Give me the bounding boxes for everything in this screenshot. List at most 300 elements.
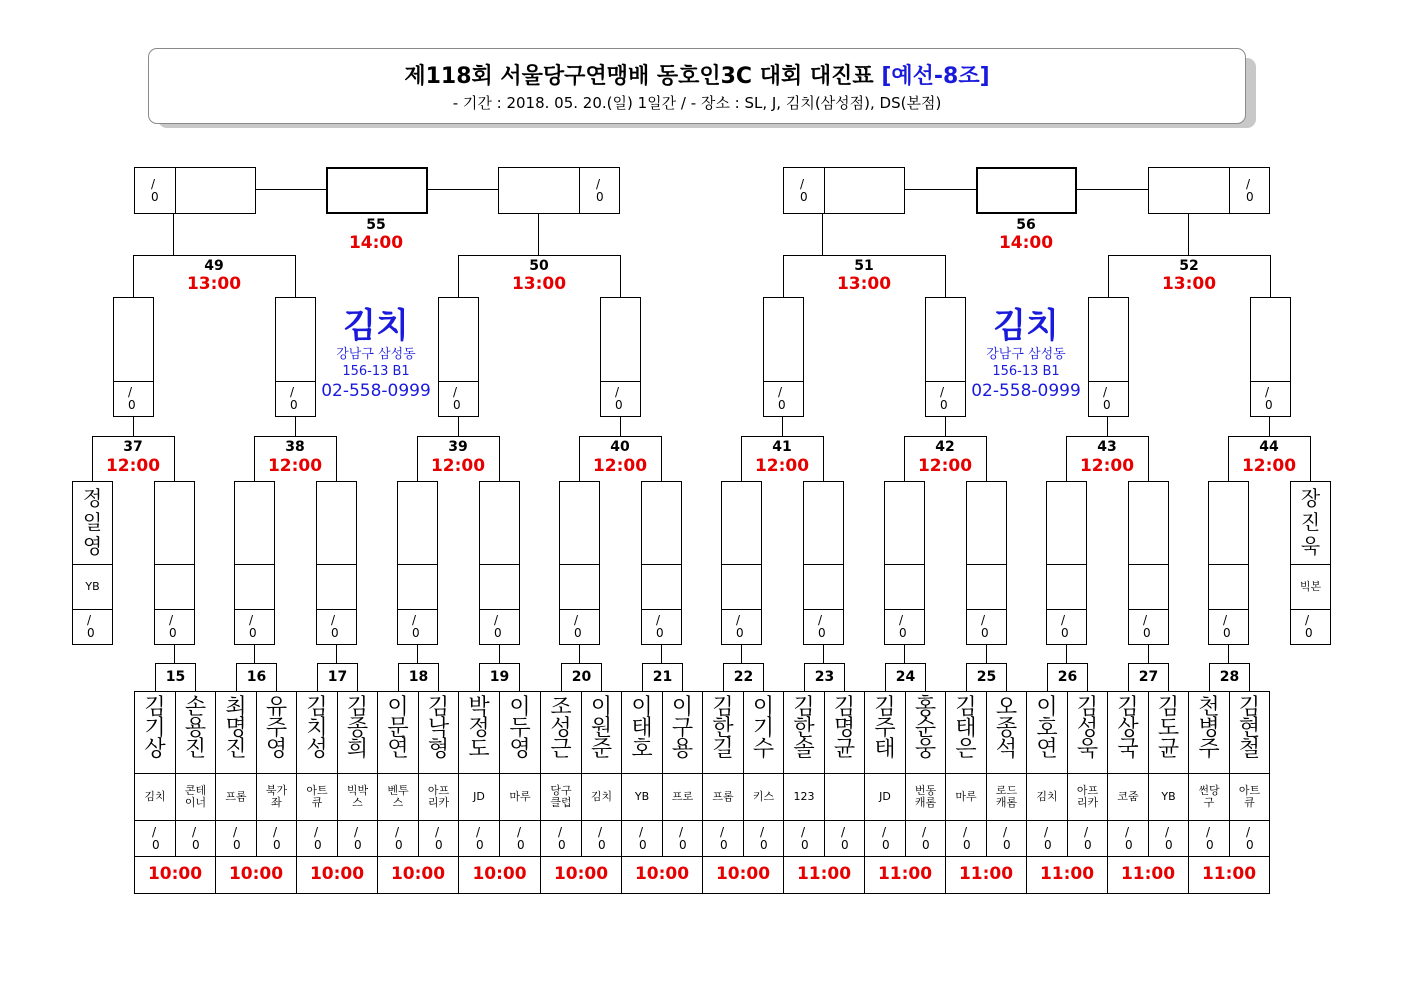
venue-phone: 02-558-0999	[321, 381, 431, 401]
bracket-line	[1148, 645, 1149, 664]
player-club: 코줌	[1117, 790, 1139, 803]
r1-score[interactable]	[479, 609, 520, 645]
match-time: 12:00	[1241, 456, 1297, 476]
match-time: 10:00	[147, 864, 203, 884]
match-time: 12:00	[105, 456, 161, 476]
player-score[interactable]	[1188, 820, 1230, 857]
match-number: 26	[1057, 669, 1078, 685]
match-time: 13:00	[511, 274, 567, 294]
player-club: 123	[793, 790, 815, 803]
score-mark: / 0	[435, 825, 443, 852]
score-mark: / 0	[1103, 385, 1111, 412]
bracket-line	[133, 255, 296, 256]
player-name: 김 도 균	[1157, 695, 1180, 762]
r1-score[interactable]	[966, 609, 1007, 645]
bracket-line	[620, 417, 621, 437]
r1-name-slot[interactable]	[234, 481, 275, 565]
bracket-line	[254, 645, 255, 664]
table-match-number	[723, 663, 764, 692]
match-number: 19	[489, 669, 510, 685]
player-name: 이 문 연	[387, 695, 409, 762]
r3-left-name-slot[interactable]	[824, 167, 905, 214]
match-number: 41	[772, 439, 792, 455]
score-mark: / 0	[1246, 825, 1254, 852]
r1-club-slot[interactable]	[1208, 564, 1249, 610]
score-mark: / 0	[290, 385, 298, 412]
score-mark: / 0	[1206, 825, 1214, 852]
score-mark: / 0	[720, 825, 728, 852]
r1-score[interactable]	[1128, 609, 1169, 645]
r1-score[interactable]	[721, 609, 762, 645]
bracket-line	[336, 645, 337, 664]
player-score[interactable]	[175, 820, 216, 857]
player-club-cell[interactable]	[824, 773, 865, 821]
player-club: 북가 좌	[265, 784, 288, 809]
player-score[interactable]	[134, 820, 176, 857]
player-name: 유 주 영	[265, 695, 288, 762]
score-mark: / 0	[818, 613, 826, 640]
bracket-line	[823, 436, 824, 482]
r1-name-slot[interactable]	[1128, 481, 1169, 565]
r1-name-slot[interactable]	[966, 481, 1007, 565]
score-mark: / 0	[192, 825, 200, 852]
player-name: 김 낙 형	[427, 695, 450, 762]
match-number: 15	[165, 669, 186, 685]
table-match-number	[236, 663, 277, 692]
r3-winner-slot[interactable]	[976, 167, 1077, 214]
r1-name-slot[interactable]	[803, 481, 844, 565]
player-score[interactable]	[540, 820, 582, 857]
bracket-line	[783, 255, 784, 298]
player-club: 키스	[752, 790, 775, 803]
player-score[interactable]	[702, 820, 744, 857]
r2-name-slot[interactable]	[113, 297, 154, 382]
r1-club-slot[interactable]	[803, 564, 844, 610]
bracket-line	[174, 645, 175, 664]
score-mark: / 0	[476, 825, 484, 852]
venue-address: 강남구 삼성동	[336, 347, 416, 362]
player-club: 벤투 스	[387, 784, 409, 809]
bracket-line	[256, 189, 327, 190]
player-name: 김 현 철	[1238, 695, 1261, 762]
table-match-number	[317, 663, 358, 692]
score-mark: / 0	[1165, 825, 1173, 852]
bracket-line	[1108, 255, 1271, 256]
r1-score[interactable]	[397, 609, 438, 645]
r1-name-slot[interactable]	[641, 481, 682, 565]
player-club: 아프 리카	[427, 784, 450, 809]
bracket-line	[133, 255, 134, 298]
r1-score[interactable]	[234, 609, 275, 645]
score-mark: / 0	[598, 825, 606, 852]
bracket-line	[783, 255, 946, 256]
table-match-number	[479, 663, 520, 692]
r1-name-slot[interactable]	[479, 481, 520, 565]
match-number: 38	[285, 439, 305, 455]
match-number: 51	[854, 258, 874, 274]
match-time: 12:00	[267, 456, 323, 476]
match-time: 13:00	[186, 274, 242, 294]
r3-left-name-slot[interactable]	[175, 167, 256, 214]
bracket-line	[499, 645, 500, 664]
match-number: 25	[976, 669, 997, 685]
r3-right-name-slot[interactable]	[1148, 167, 1230, 214]
match-time: 12:00	[592, 456, 648, 476]
table-match-number	[1047, 663, 1088, 692]
score-mark: / 0	[963, 825, 971, 852]
player-club: 프롬	[225, 790, 247, 803]
player-name: 김 한 솔	[793, 695, 815, 762]
score-mark: / 0	[128, 385, 136, 412]
player-club: 아트 큐	[306, 784, 328, 809]
r1-score[interactable]	[884, 609, 925, 645]
match-number: 56	[1016, 217, 1036, 233]
match-number: 52	[1179, 258, 1199, 274]
match-number: 18	[408, 669, 429, 685]
bracket-line	[458, 255, 621, 256]
match-time: 10:00	[634, 864, 690, 884]
r1-name-slot[interactable]	[316, 481, 357, 565]
bracket-line	[904, 645, 905, 664]
player-name: 김 상 국	[1117, 695, 1139, 762]
r2-name-slot[interactable]	[600, 297, 641, 382]
score-mark: / 0	[249, 613, 257, 640]
player-score[interactable]	[824, 820, 865, 857]
venue-name: 김치	[343, 306, 409, 346]
venue-info	[946, 306, 1106, 403]
bracket-line	[173, 214, 174, 256]
bracket-line	[1108, 255, 1109, 298]
score-mark: / 0	[656, 613, 664, 640]
match-time: 14:00	[998, 233, 1054, 253]
bracket-line	[428, 189, 499, 190]
score-mark: / 0	[354, 825, 362, 852]
match-number: 49	[204, 258, 224, 274]
r1-score[interactable]	[1046, 609, 1087, 645]
bracket-line	[1228, 645, 1229, 664]
r1-club-slot[interactable]	[721, 564, 762, 610]
match-number: 43	[1097, 439, 1117, 455]
player-club: 당구 클럽	[550, 784, 572, 809]
bracket-line	[905, 189, 977, 190]
r1-club-slot[interactable]	[479, 564, 520, 610]
player-name: 김 주 태	[874, 695, 896, 762]
bracket-line	[1066, 645, 1067, 664]
player-name: 최 명 진	[225, 695, 247, 762]
bracket-line	[1148, 436, 1149, 482]
bracket-line	[661, 436, 662, 482]
r1-name-slot[interactable]	[397, 481, 438, 565]
header	[148, 48, 1246, 124]
bracket-line	[295, 255, 296, 298]
player-score[interactable]	[499, 820, 541, 857]
venue-address: 156-13 B1	[342, 364, 410, 379]
player-name: 조 성 근	[550, 695, 572, 762]
score-mark: / 0	[940, 385, 948, 412]
score-mark: / 0	[517, 825, 525, 852]
r3-right-score[interactable]	[1229, 167, 1270, 214]
r1-score[interactable]	[803, 609, 844, 645]
bracket-line	[1077, 189, 1149, 190]
player-name: 오 종 석	[995, 695, 1018, 762]
bracket-line	[986, 436, 987, 482]
r1-score[interactable]	[641, 609, 682, 645]
page-subtitle: - 기간 : 2018. 05. 20.(일) 1일간 / - 장소 : SL, J, 김치(삼성점), DS(본점)	[452, 94, 942, 112]
table-match-number	[804, 663, 845, 692]
bracket-line	[417, 645, 418, 664]
table-match-number	[155, 663, 196, 692]
r2-name-slot[interactable]	[1250, 297, 1291, 382]
bracket-line	[295, 417, 296, 437]
player-score[interactable]	[662, 820, 703, 857]
r1-name-slot[interactable]	[1046, 481, 1087, 565]
player-name: 홍 순 웅	[914, 695, 937, 762]
r1-score[interactable]	[1290, 609, 1331, 645]
r1-club-slot[interactable]	[559, 564, 600, 610]
player-name: 이 두 영	[509, 695, 531, 762]
bye-player-club: 빅본	[1299, 580, 1322, 593]
match-number: 44	[1259, 439, 1279, 455]
bracket-line	[458, 417, 459, 437]
r1-club-slot[interactable]	[884, 564, 925, 610]
score-mark: / 0	[760, 825, 768, 852]
bracket-line	[986, 645, 987, 664]
r3-right-name-slot[interactable]	[498, 167, 580, 214]
venue-phone: 02-558-0999	[971, 381, 1081, 401]
player-score[interactable]	[581, 820, 622, 857]
match-time: 10:00	[228, 864, 284, 884]
player-score[interactable]	[783, 820, 825, 857]
venue-info	[296, 306, 456, 403]
match-time: 10:00	[309, 864, 365, 884]
title-main: 제118회 서울당구연맹배 동호인3C 대회 대진표	[404, 64, 874, 89]
player-score[interactable]	[986, 820, 1027, 857]
player-score[interactable]	[1026, 820, 1068, 857]
player-score[interactable]	[864, 820, 906, 857]
match-number: 37	[123, 439, 143, 455]
score-mark: / 0	[801, 825, 809, 852]
r1-name-slot[interactable]	[559, 481, 600, 565]
match-time: 11:00	[1120, 864, 1176, 884]
player-name: 김 성 욱	[1076, 695, 1099, 762]
match-time: 10:00	[715, 864, 771, 884]
match-number: 42	[935, 439, 955, 455]
r2-name-slot[interactable]	[763, 297, 804, 382]
player-club: 번동 캐롬	[914, 784, 937, 809]
player-score[interactable]	[905, 820, 946, 857]
player-club: 콘테 이너	[184, 784, 207, 809]
score-mark: / 0	[596, 177, 604, 204]
match-time: 12:00	[430, 456, 486, 476]
player-score[interactable]	[1148, 820, 1189, 857]
match-number: 55	[366, 217, 386, 233]
match-number: 28	[1219, 669, 1240, 685]
r1-club-slot[interactable]	[1046, 564, 1087, 610]
match-time: 10:00	[553, 864, 609, 884]
match-number: 50	[529, 258, 549, 274]
score-mark: / 0	[1044, 825, 1052, 852]
match-number: 21	[652, 669, 673, 685]
score-mark: / 0	[899, 613, 907, 640]
player-club: 김치	[144, 790, 166, 803]
bracket-line	[661, 645, 662, 664]
bracket-line	[336, 436, 337, 482]
table-match-number	[1128, 663, 1169, 692]
score-mark: / 0	[841, 825, 849, 852]
score-mark: / 0	[1143, 613, 1151, 640]
bracket-line	[1270, 255, 1271, 298]
match-time: 10:00	[472, 864, 527, 884]
bracket-line	[1310, 436, 1311, 482]
player-score[interactable]	[215, 820, 257, 857]
player-name: 이 원 준	[590, 695, 613, 762]
player-score[interactable]	[296, 820, 338, 857]
r1-score[interactable]	[154, 609, 195, 645]
r1-score[interactable]	[316, 609, 357, 645]
player-score[interactable]	[1067, 820, 1108, 857]
r1-name-slot[interactable]	[1208, 481, 1249, 565]
r1-club-slot[interactable]	[234, 564, 275, 610]
table-match-number	[398, 663, 439, 692]
match-time: 11:00	[796, 864, 852, 884]
bracket-line	[174, 436, 175, 482]
match-time: 11:00	[1039, 864, 1095, 884]
r1-club-slot[interactable]	[1128, 564, 1169, 610]
title-accent: [예선-8조]	[881, 64, 990, 89]
match-time: 11:00	[877, 864, 933, 884]
match-time: 13:00	[1161, 274, 1217, 294]
score-mark: / 0	[1246, 177, 1254, 204]
r2-score[interactable]	[113, 381, 154, 417]
r2-score[interactable]	[1250, 381, 1291, 417]
score-mark: / 0	[151, 177, 159, 204]
score-mark: / 0	[395, 825, 403, 852]
score-mark: / 0	[981, 613, 989, 640]
score-mark: / 0	[882, 825, 890, 852]
bracket-line	[579, 645, 580, 664]
score-mark: / 0	[1084, 825, 1092, 852]
r3-left-score[interactable]	[134, 167, 176, 214]
player-club: JD	[473, 790, 485, 803]
r1-club-slot[interactable]	[966, 564, 1007, 610]
player-club: YB	[634, 790, 650, 803]
match-number: 24	[895, 669, 916, 685]
r1-score[interactable]	[559, 609, 600, 645]
player-score[interactable]	[743, 820, 784, 857]
score-mark: / 0	[314, 825, 322, 852]
venue-name: 김치	[993, 306, 1059, 346]
r1-score[interactable]	[72, 609, 113, 645]
player-club: 빅박 스	[346, 784, 369, 809]
table-match-number	[1209, 663, 1250, 692]
player-club: 로드 캐롬	[995, 784, 1018, 809]
score-mark: / 0	[778, 385, 786, 412]
score-mark: / 0	[639, 825, 647, 852]
bracket-line	[620, 255, 621, 298]
score-mark: / 0	[1265, 385, 1273, 412]
player-club: 아프 리카	[1076, 784, 1099, 809]
player-name: 이 호 연	[1036, 695, 1058, 762]
player-club: 프롬	[712, 790, 734, 803]
player-score[interactable]	[945, 820, 987, 857]
score-mark: / 0	[736, 613, 744, 640]
player-score[interactable]	[418, 820, 459, 857]
bracket-line	[741, 645, 742, 664]
r1-club-slot[interactable]	[641, 564, 682, 610]
bracket-line	[945, 255, 946, 298]
match-number: 27	[1138, 669, 1159, 685]
score-mark: / 0	[1061, 613, 1069, 640]
r3-winner-slot[interactable]	[326, 167, 428, 214]
score-mark: / 0	[615, 385, 623, 412]
player-score[interactable]	[377, 820, 419, 857]
player-score[interactable]	[1107, 820, 1149, 857]
match-number: 23	[814, 669, 835, 685]
match-time: 12:00	[754, 456, 810, 476]
table-match-number	[561, 663, 602, 692]
player-name: 김 기 상	[144, 695, 166, 762]
score-mark: / 0	[331, 613, 339, 640]
player-name: 천 병 주	[1198, 695, 1220, 762]
r1-club-slot[interactable]	[316, 564, 357, 610]
score-mark: / 0	[169, 613, 177, 640]
r1-club-slot[interactable]	[154, 564, 195, 610]
score-mark: / 0	[574, 613, 582, 640]
player-name: 이 구 용	[671, 695, 694, 762]
score-mark: / 0	[558, 825, 566, 852]
player-score[interactable]	[256, 820, 297, 857]
score-mark: / 0	[412, 613, 420, 640]
bracket-line	[822, 214, 823, 256]
venue-address: 156-13 B1	[992, 364, 1060, 379]
match-number: 22	[733, 669, 754, 685]
r1-name-slot[interactable]	[721, 481, 762, 565]
score-mark: / 0	[152, 825, 160, 852]
match-number: 20	[571, 669, 592, 685]
player-score[interactable]	[1229, 820, 1270, 857]
player-name: 이 기 수	[752, 695, 775, 762]
bye-player-name: 장 진 욱	[1300, 486, 1321, 558]
player-club: 마루	[955, 790, 977, 803]
player-score[interactable]	[458, 820, 500, 857]
r3-left-score[interactable]	[783, 167, 825, 214]
r3-right-score[interactable]	[579, 167, 620, 214]
r1-name-slot[interactable]	[154, 481, 195, 565]
player-club: JD	[879, 790, 891, 803]
score-mark: / 0	[494, 613, 502, 640]
r2-score[interactable]	[600, 381, 641, 417]
player-name: 이 태 호	[631, 695, 653, 762]
bracket-line	[1188, 214, 1189, 256]
match-number: 39	[448, 439, 468, 455]
player-club: 김치	[590, 790, 613, 803]
bye-player-name: 정 일 영	[82, 486, 103, 558]
player-score[interactable]	[337, 820, 378, 857]
score-mark: / 0	[1003, 825, 1011, 852]
page-title	[149, 59, 1245, 90]
r2-score[interactable]	[763, 381, 804, 417]
r1-score[interactable]	[1208, 609, 1249, 645]
player-score[interactable]	[621, 820, 663, 857]
r1-club-slot[interactable]	[397, 564, 438, 610]
bracket-line	[1269, 417, 1270, 437]
score-mark: / 0	[87, 613, 95, 640]
r1-name-slot[interactable]	[884, 481, 925, 565]
match-time: 11:00	[1201, 864, 1257, 884]
player-name: 박 정 도	[468, 695, 490, 762]
bracket-line	[133, 417, 134, 437]
match-number: 40	[610, 439, 630, 455]
